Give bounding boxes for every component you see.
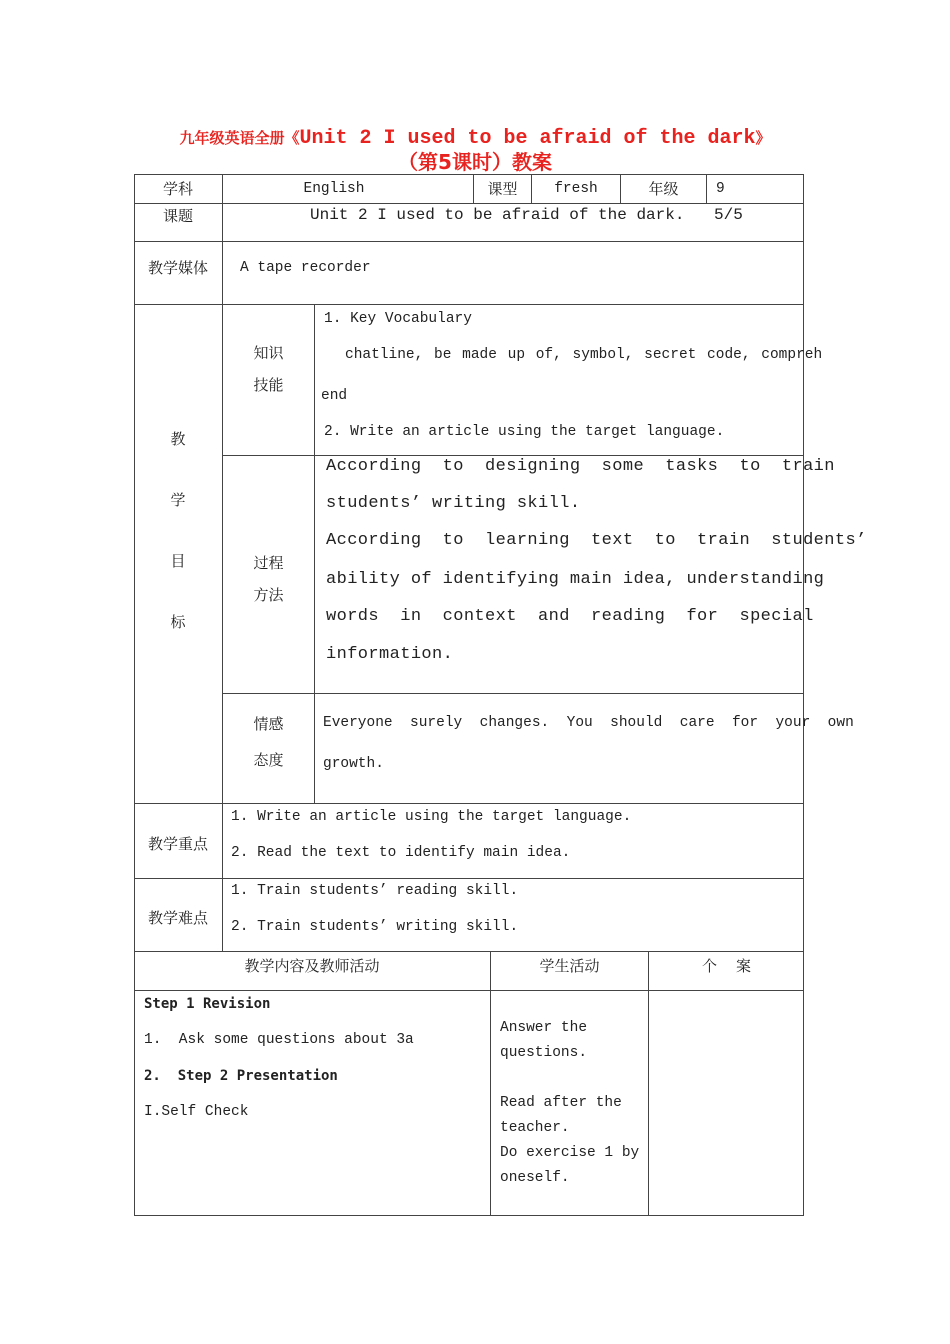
process-line-4: ability of identifying main idea, understanding	[326, 570, 825, 589]
attitude-line-2: growth.	[323, 756, 384, 772]
process-line-2: students’ writing skill.	[326, 494, 581, 513]
knowledge-line-2: chatline, be made up of, symbol, secret code, compreh	[345, 347, 823, 363]
process-label-1: 过程	[253, 554, 284, 572]
objectives-char-1: 教	[170, 430, 186, 448]
title-suffix: 》	[755, 129, 771, 147]
knowledge-line-3: end	[321, 388, 348, 404]
title-unit: Unit 2 I used to be afraid of the dark	[299, 127, 756, 150]
process-line-6: information.	[326, 645, 454, 664]
grade-value: 9	[716, 181, 725, 197]
process-line-5: words in context and reading for special	[326, 607, 814, 626]
process-label-2: 方法	[253, 586, 284, 604]
objectives-char-3: 目	[170, 552, 186, 570]
subject-value: English	[303, 181, 365, 197]
attitude-label-1: 情感	[253, 715, 284, 733]
activity-header-student: 学生活动	[539, 957, 600, 975]
topic-page: 5/5	[714, 206, 743, 224]
student-line: oneself.	[500, 1170, 570, 1186]
difficulty-1: 1. Train students’ reading skill.	[231, 883, 519, 899]
cell-divider	[222, 203, 223, 242]
cell-divider	[222, 803, 223, 879]
activity-item2: I.Self Check	[144, 1104, 249, 1120]
key-point-2: 2. Read the text to identify main idea.	[231, 845, 571, 861]
student-line: questions.	[500, 1045, 588, 1061]
objectives-char-4: 标	[170, 613, 186, 631]
student-line	[500, 1068, 639, 1093]
document-title-line1	[0, 126, 950, 151]
title-prefix: 九年级英语全册《	[179, 129, 300, 147]
cell-divider	[706, 174, 707, 204]
cell-divider	[222, 878, 223, 952]
subject-label: 学科	[162, 180, 193, 198]
row-divider	[222, 455, 804, 456]
student-line: Read after the	[500, 1095, 622, 1111]
activity-header-case: 个 案	[701, 957, 752, 975]
student-activity-text	[500, 1018, 639, 1193]
document-title-line2: （第5课时）教案	[398, 150, 552, 174]
topic-value: Unit 2 I used to be afraid of the dark.	[310, 206, 685, 224]
student-line: teacher.	[500, 1120, 570, 1136]
process-line-3: According to learning text to train students’	[326, 531, 867, 550]
attitude-line-1: Everyone surely changes. You should care for your own	[323, 715, 854, 731]
knowledge-line-4: 2. Write an article using the target language.	[324, 424, 725, 440]
student-line: Answer the	[500, 1020, 588, 1036]
knowledge-line-1: 1. Key Vocabulary	[324, 311, 472, 327]
row-divider	[222, 693, 804, 694]
process-line-1: According to designing some tasks to train	[326, 457, 835, 476]
media-label: 教学媒体	[147, 259, 208, 277]
attitude-label-2: 态度	[253, 751, 284, 769]
type-value: fresh	[554, 181, 598, 197]
type-label: 课型	[487, 180, 518, 198]
activity-step1: Step 1 Revision	[144, 996, 271, 1012]
objectives-char-2: 学	[170, 491, 186, 509]
key-point-1: 1. Write an article using the target language.	[231, 809, 632, 825]
activity-item1: 1. Ask some questions about 3a	[144, 1032, 414, 1048]
activity-header-teacher: 教学内容及教师活动	[244, 957, 380, 975]
topic-label: 课题	[162, 207, 193, 225]
difficulties-label: 教学难点	[147, 909, 208, 927]
grade-label: 年级	[648, 180, 679, 198]
student-line: Do exercise 1 by	[500, 1145, 640, 1161]
difficulty-2: 2. Train students’ writing skill.	[231, 919, 519, 935]
cell-divider	[222, 241, 223, 305]
row-media	[134, 241, 804, 305]
knowledge-label-2: 技能	[253, 376, 284, 394]
key-points-label: 教学重点	[147, 835, 208, 853]
media-value: A tape recorder	[240, 260, 371, 276]
knowledge-label-1: 知识	[253, 344, 284, 362]
activity-step2: 2. Step 2 Presentation	[144, 1068, 338, 1084]
